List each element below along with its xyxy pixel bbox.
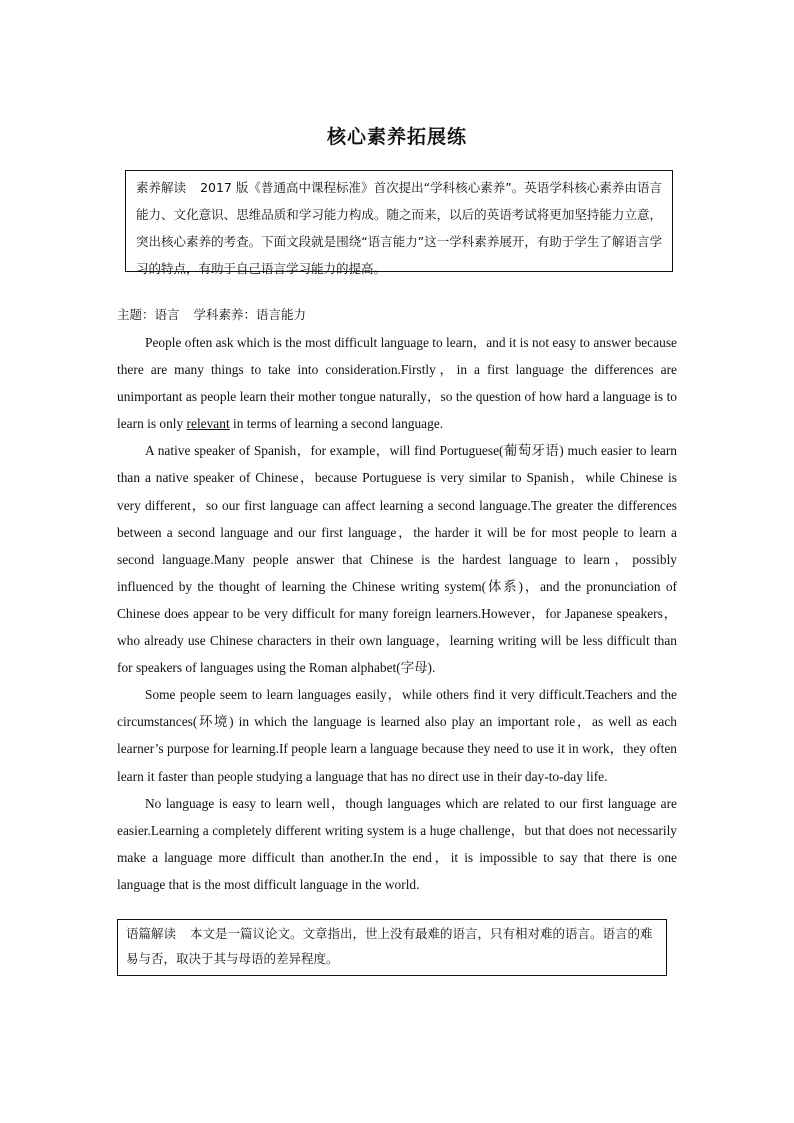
topic-label: 主题：语言 (117, 307, 180, 322)
underlined-word-relevant: relevant (186, 416, 230, 432)
literacy-box-label: 素养解读 (136, 180, 187, 195)
discourse-analysis-box (117, 919, 667, 976)
literacy-box-text: 2017 版《普通高中课程标准》首次提出“学科核心素养”。英语学科核心素养由语言能力、文化意识、思维品质和学习能力构成。随之而来，以后的英语考试将更加坚持能力立意，突出核心素养的考查。下面文段就是围绕“语言能力”这一学科素养展开，有助于学生了解语言学习的特点，有助于自己语言学习能力的提高。 (136, 180, 662, 276)
article-paragraph-3: Some people seem to learn languages easily，while others find it very difficult.Teachers and the circumstances(环境) in which the language is learned also play an important role，as well as each learner’s purpose for learning.If people learn a language because they need to use it in work，they often learn it faster than people studying a language that has no direct use in their day-to-day life. (117, 687, 677, 784)
article-paragraph-2: A native speaker of Spanish，for example，will find Portuguese(葡萄牙语) much easier to learn than a native speaker of Chinese，because Portuguese is very similar to Spanish，while Chinese is very different，so our first language can affect learning a second language.The greater the differences between a second language and our first language，the harder it will be for most people to learn a second language.Many people answer that Chinese is the hardest language to learn，possibly influenced by the thought of learning the Chinese writing system(体系)，and the pronunciation of Chinese does appear to be very difficult for many foreign learners.However，for Japanese speakers，who already use Chinese characters in their own language，learning writing will be less difficult than for speakers of languages using the Roman alphabet(字母). (117, 443, 677, 676)
article-paragraph-1: People often ask which is the most difficult language to learn，and it is not easy to answer because there are many things to take into consideration.Firstly，in a first language the differences are unimportant as people learn their mother tongue naturally，so the question of how hard a language is to learn is only relevant in terms of learning a second language. (117, 335, 677, 432)
literacy-label: 学科素养：语言能力 (193, 307, 307, 322)
page-title: 核心素养拓展练 (326, 126, 467, 148)
analysis-box-label: 语篇解读 (126, 926, 177, 941)
analysis-box-text: 本文是一篇议论文。文章指出，世上没有最难的语言，只有相对难的语言。语言的难易与否，取决于其与母语的差异程度。 (126, 926, 653, 966)
article-body (117, 329, 677, 898)
literacy-interpretation-box (125, 170, 673, 276)
topic-line (117, 305, 306, 323)
article-paragraph-4: No language is easy to learn well，though languages which are related to our first language are easier.Learning a completely different writing system is a huge challenge，but that does not necessarily make a language more difficult than another.In the end，it is impossible to say that there is one language that is the most difficult language in the world. (117, 795, 677, 892)
